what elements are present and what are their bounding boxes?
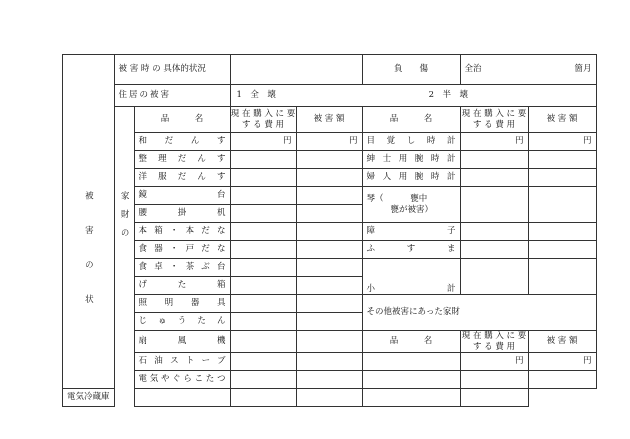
shoji-label: 障子 [362, 223, 460, 241]
left-item-9: 照明器具 [134, 295, 230, 313]
left-item-12: 石油ストーブ [134, 353, 230, 371]
injury-field[interactable] [460, 55, 596, 85]
clock-label: 小計 [362, 259, 460, 295]
col-damage-left: 被 害 額 [296, 107, 362, 133]
yen-unit: 円 [528, 133, 596, 151]
left-item-3: 鏡台 [134, 187, 230, 205]
injury-label: 負 傷 [362, 55, 460, 85]
right-item-1: 紳士用腕時計 [362, 151, 460, 169]
damage-form-table [62, 54, 597, 407]
other-label: その他被害にあった家財 [362, 295, 596, 331]
yen-unit: 円 [460, 353, 528, 371]
right-item-2: 婦人用腕時計 [362, 169, 460, 187]
left-item-10: じゅうたん [134, 313, 230, 331]
injury-unit: 箇月 [574, 64, 592, 75]
left-item-11: 扇風機 [134, 331, 230, 353]
injury-value: 全治 [464, 64, 482, 75]
situation-label: 被 害 時 の 具体的状況 [114, 55, 230, 85]
koto-cell [362, 187, 460, 223]
col-damage-right: 被 害 額 [528, 107, 596, 133]
left-item-8: げた箱 [134, 277, 230, 295]
left-item-2: 洋服だんす [134, 169, 230, 187]
housing-label: 住居の被害 [114, 85, 230, 107]
koto-note1: 甕中 [410, 194, 428, 205]
left-item-14: 電気冷蔵庫 [63, 389, 115, 407]
col-item-other: 品 名 [362, 331, 460, 353]
inner-side-label: 家財の [114, 107, 134, 331]
koto-label: 琴（ [366, 194, 384, 205]
col-damage-other: 被 害 額 [528, 331, 596, 353]
housing-opt2: 2 半 壊 [428, 90, 469, 101]
col-cost-right: 現 在 購 入 に 要 す る 費 用 [460, 107, 528, 133]
fusuma-label: ふすま [362, 241, 460, 259]
col-item-left: 品 名 [134, 107, 230, 133]
left-item-1: 整理だんす [134, 151, 230, 169]
col-item-right: 品 名 [362, 107, 460, 133]
yen-unit: 円 [460, 133, 528, 151]
outer-side-cell [63, 55, 115, 85]
right-item-0: 目覚し時計 [362, 133, 460, 151]
left-item-6: 食器・戸だな [134, 241, 230, 259]
housing-options[interactable] [230, 85, 596, 107]
yen-unit: 円 [296, 133, 362, 151]
yen-unit: 円 [528, 353, 596, 371]
yen-unit: 円 [230, 133, 296, 151]
left-item-4: 腰掛机 [134, 205, 230, 223]
col-cost-left: 現 在 購 入 に 要 す る 費 用 [230, 107, 296, 133]
left-item-7: 食卓・茶ぶ台 [134, 259, 230, 277]
housing-opt1: 1 全 壊 [236, 90, 276, 101]
left-item-0: 和だんす [134, 133, 230, 151]
left-item-13: 電気やぐらこたつ [134, 371, 230, 389]
col-cost-other: 現 在 購 入 に 要 す る 費 用 [461, 331, 527, 352]
left-item-5: 本箱・本だな [134, 223, 230, 241]
outer-side-label: 被害の状 [63, 133, 115, 389]
koto-note2: 甕が被害） [390, 204, 434, 215]
situation-field[interactable] [230, 55, 362, 85]
